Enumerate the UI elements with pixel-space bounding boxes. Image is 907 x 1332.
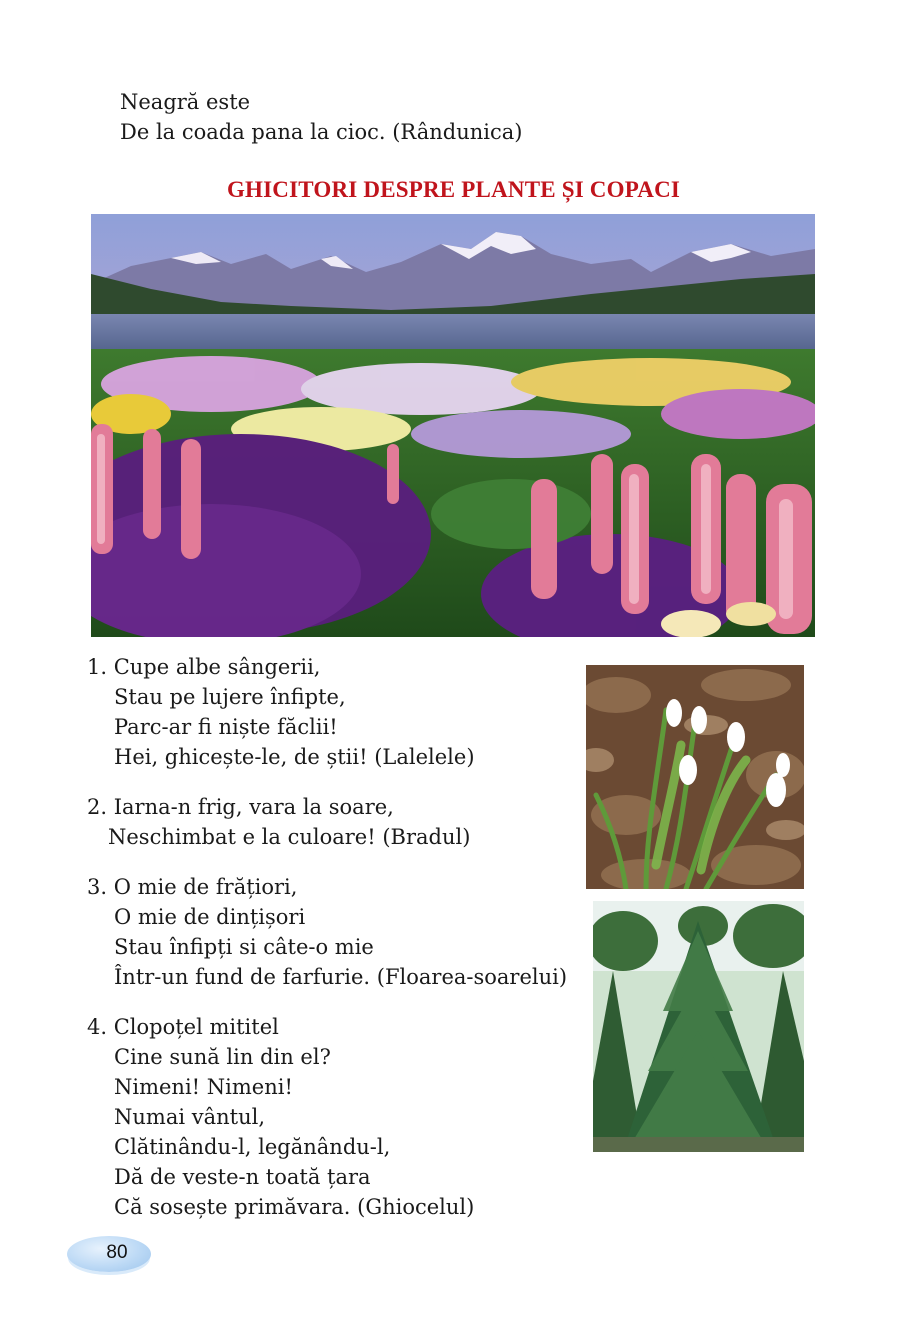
riddle-3-line-2: O mie de dințișori bbox=[114, 905, 306, 929]
riddle-1-line-3: Parc-ar fi niște făclii! bbox=[114, 715, 338, 739]
riddle-2-line-1: 2. Iarna-n frig, vara la soare, bbox=[87, 795, 394, 819]
riddle-4-line-4: Numai vântul, bbox=[114, 1105, 265, 1129]
fir-tree-photo bbox=[593, 901, 804, 1152]
section-title: GHICITORI DESPRE PLANTE ȘI COPACI bbox=[226, 177, 681, 202]
riddle-1-line-2: Stau pe lujere înfipte, bbox=[114, 685, 346, 709]
riddle-3-line-1: 3. O mie de frățiori, bbox=[87, 875, 298, 899]
page-number: 80 bbox=[106, 1242, 128, 1263]
riddle-4-line-2: Cine sună lin din el? bbox=[114, 1045, 331, 1069]
riddle-1-line-1: 1. Cupe albe sângerii, bbox=[87, 655, 321, 679]
riddle-3-line-3: Stau înfipți si câte-o mie bbox=[114, 935, 374, 959]
flower-meadow-photo bbox=[91, 214, 815, 637]
snowdrop-photo bbox=[586, 665, 804, 889]
intro-line-2: De la coada pana la cioc. (Rândunica) bbox=[120, 120, 523, 144]
riddle-4-line-1: 4. Clopoțel mititel bbox=[87, 1015, 279, 1039]
riddle-3-line-4: Într-un fund de farfurie. (Floarea-soarelui) bbox=[114, 965, 568, 989]
riddle-4-line-3: Nimeni! Nimeni! bbox=[114, 1075, 293, 1099]
riddle-4-line-7: Că sosește primăvara. (Ghiocelul) bbox=[114, 1195, 475, 1219]
riddle-1-line-4: Hei, ghicește-le, de știi! (Lalelele) bbox=[114, 745, 475, 769]
riddle-4-line-5: Clătinându-l, legănându-l, bbox=[114, 1135, 391, 1159]
intro-line-1: Neagră este bbox=[120, 90, 251, 114]
riddle-2-line-2: Neschimbat e la culoare! (Bradul) bbox=[108, 825, 471, 849]
page-number-badge bbox=[67, 1236, 151, 1276]
riddle-4-line-6: Dă de veste-n toată țara bbox=[114, 1165, 371, 1189]
